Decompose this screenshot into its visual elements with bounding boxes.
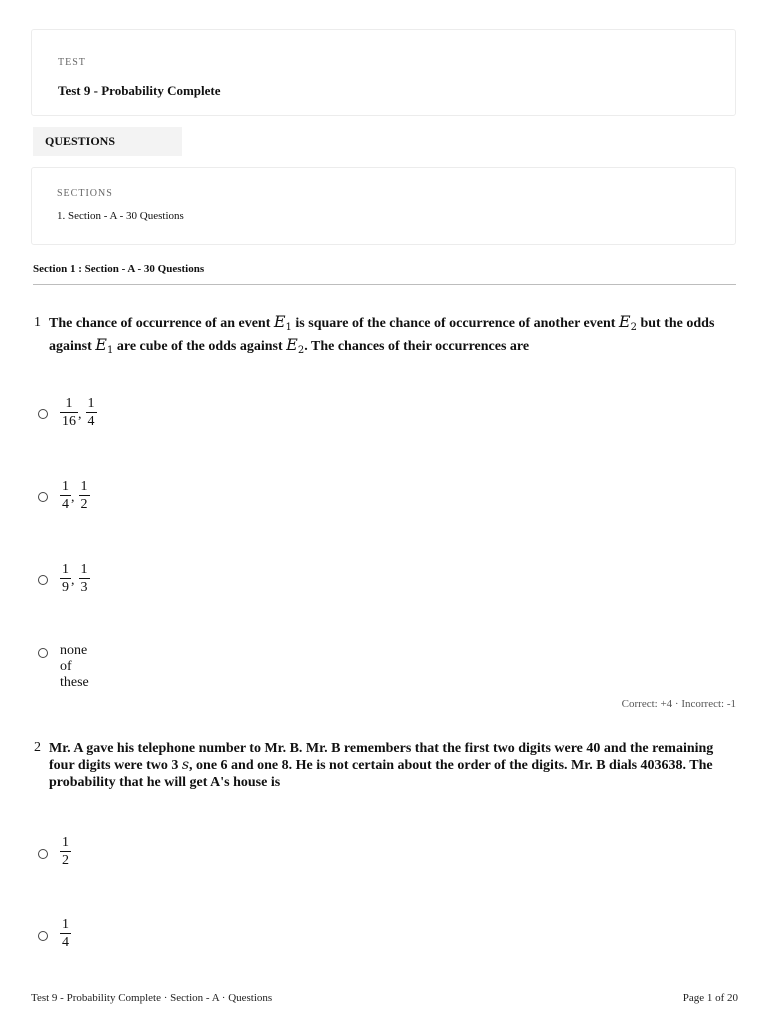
math-subscript: 2 bbox=[630, 322, 637, 333]
separator: , bbox=[71, 572, 75, 588]
option-content bbox=[60, 916, 71, 951]
footer-breadcrumb: Test 9 - Probability Complete · Section - A · Questions bbox=[31, 992, 273, 1004]
question-text-part: are cube of the odds against bbox=[116, 339, 283, 354]
fraction bbox=[60, 561, 71, 596]
math-subscript: 1 bbox=[285, 322, 292, 333]
fraction-denominator: 16 bbox=[62, 414, 76, 429]
fraction bbox=[79, 478, 90, 513]
fraction-numerator: 1 bbox=[87, 396, 95, 411]
option-content bbox=[60, 643, 89, 691]
fraction bbox=[60, 478, 71, 513]
test-header-card bbox=[31, 29, 736, 116]
section-link-1[interactable]: 1. Section - A - 30 Questions bbox=[57, 210, 184, 222]
separator: , bbox=[78, 406, 82, 422]
fraction bbox=[86, 395, 97, 430]
sections-card bbox=[31, 167, 736, 245]
question-number: 1 bbox=[34, 315, 41, 330]
fraction-denominator: 9 bbox=[62, 580, 69, 595]
radio-button[interactable] bbox=[38, 849, 48, 859]
fraction-numerator: 1 bbox=[65, 396, 73, 411]
radio-button[interactable] bbox=[38, 648, 48, 658]
math-symbol: E bbox=[618, 312, 631, 331]
fraction-numerator: 1 bbox=[62, 562, 69, 577]
question-text-part: but the odds against bbox=[49, 316, 715, 354]
option-content bbox=[60, 561, 90, 596]
fraction-numerator: 1 bbox=[62, 479, 69, 494]
math-subscript: 1 bbox=[106, 345, 114, 356]
math-variable: s bbox=[181, 757, 190, 773]
radio-button[interactable] bbox=[38, 575, 48, 585]
option-text: none of these bbox=[60, 643, 89, 690]
question-text-part: . The chances of their occurrences are bbox=[304, 339, 530, 354]
question-text bbox=[49, 740, 729, 791]
fraction-numerator: 1 bbox=[80, 562, 88, 577]
separator: , bbox=[71, 489, 75, 505]
math-symbol: E bbox=[273, 312, 286, 331]
fraction-numerator: 1 bbox=[62, 917, 69, 932]
question-text bbox=[49, 313, 729, 359]
fraction-numerator: 1 bbox=[80, 479, 88, 494]
math-variable bbox=[286, 335, 304, 354]
fraction bbox=[60, 395, 78, 430]
fraction bbox=[79, 561, 90, 596]
math-variable bbox=[619, 312, 637, 331]
section-divider bbox=[33, 284, 736, 285]
section-heading: Section 1 : Section - A - 30 Questions bbox=[33, 263, 205, 275]
question-text-part: The chance of occurrence of an event bbox=[49, 316, 271, 331]
fraction bbox=[60, 834, 71, 869]
math-symbol: E bbox=[286, 335, 298, 354]
sections-overline: SECTIONS bbox=[57, 188, 113, 199]
option-content bbox=[60, 834, 71, 869]
question-text-part: , one 6 and one 8. He is not certain about the order of the digits. Mr. B dials 403638. The probability that he will get A's house is bbox=[49, 758, 713, 790]
question-text-part: is square of the chance of occurrence of another event bbox=[295, 316, 616, 331]
fraction-denominator: 4 bbox=[62, 497, 69, 512]
test-title: Test 9 - Probability Complete bbox=[58, 83, 221, 98]
math-subscript: 2 bbox=[297, 345, 305, 356]
fraction bbox=[60, 916, 71, 951]
fraction-numerator: 1 bbox=[62, 835, 69, 850]
tab-questions[interactable]: QUESTIONS bbox=[33, 127, 182, 156]
page-indicator: Page 1 of 20 bbox=[682, 992, 738, 1004]
radio-button[interactable] bbox=[38, 931, 48, 941]
math-symbol: E bbox=[95, 335, 107, 354]
option-content bbox=[60, 395, 97, 430]
fraction-denominator: 4 bbox=[62, 935, 69, 950]
fraction-denominator: 2 bbox=[80, 497, 88, 512]
radio-button[interactable] bbox=[38, 492, 48, 502]
option-content bbox=[60, 478, 90, 513]
math-variable bbox=[95, 335, 113, 354]
question-text-part: Mr. A gave his telephone number to Mr. B. Mr. B remembers that the first two digits were 40 and the remaining four digits were two 3 bbox=[49, 741, 714, 773]
test-overline: TEST bbox=[58, 57, 86, 68]
question-number: 2 bbox=[34, 740, 41, 755]
math-variable bbox=[274, 312, 292, 331]
fraction-denominator: 2 bbox=[62, 853, 69, 868]
radio-button[interactable] bbox=[38, 409, 48, 419]
fraction-denominator: 4 bbox=[87, 414, 95, 429]
marking-scheme: Correct: +4 · Incorrect: -1 bbox=[621, 698, 736, 710]
fraction-denominator: 3 bbox=[80, 580, 88, 595]
